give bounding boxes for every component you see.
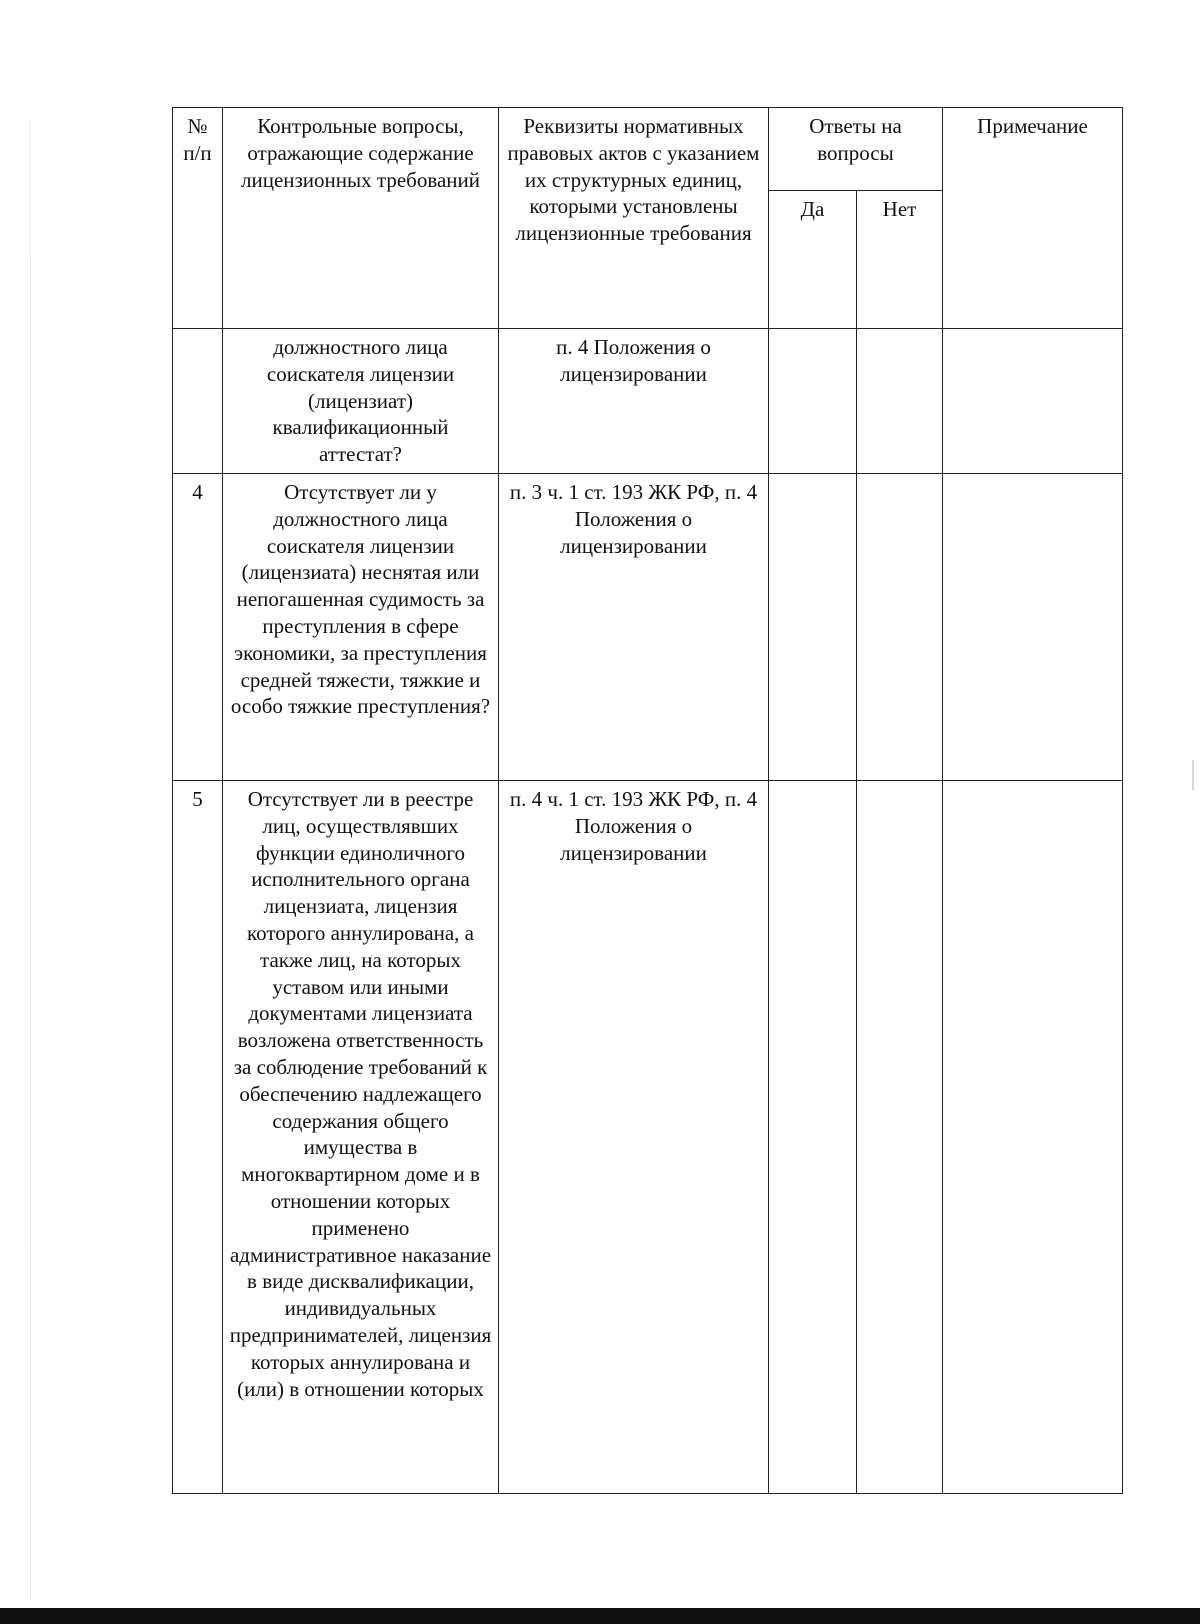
- header-answers: Ответы на вопросы: [769, 108, 943, 191]
- header-no: Нет: [857, 191, 943, 329]
- header-yes: Да: [769, 191, 857, 329]
- row-reference: п. 3 ч. 1 ст. 193 ЖК РФ, п. 4 Положения о лицензировании: [499, 474, 769, 781]
- scan-bottom-edge: [0, 1608, 1200, 1624]
- row-note-cell: [943, 474, 1123, 781]
- row-question: Отсутствует ли в реестре лиц, осуществлявших функции единоличного исполнительного органа лицензиата, лицензия которого аннулирована, а также лиц, на которых уставом или иными документами лицензиата возложена ответственность за соблюдение требований к обеспечению надлежащего содержания общего имущества в многоквартирном доме и в отношении которых применено административное наказание в виде дисквалификации, индивидуальных предпринимателей, лицензия которых аннулирована и (или) в отношении которых: [223, 781, 499, 1494]
- row-no-cell: [857, 329, 943, 474]
- header-reference: Реквизиты нормативных правовых актов с указанием их структурных единиц, которыми установлены лицензионные требования: [499, 108, 769, 329]
- row-num: 4: [173, 474, 223, 781]
- header-note: Примечание: [943, 108, 1123, 329]
- row-reference: п. 4 ч. 1 ст. 193 ЖК РФ, п. 4 Положения о лицензировании: [499, 781, 769, 1494]
- table-row: [173, 781, 1123, 1494]
- row-num: [173, 329, 223, 474]
- row-yes-cell: [769, 781, 857, 1494]
- row-no-cell: [857, 474, 943, 781]
- row-note-cell: [943, 329, 1123, 474]
- row-num: 5: [173, 781, 223, 1494]
- row-no-cell: [857, 781, 943, 1494]
- table-row: [173, 474, 1123, 781]
- header-row: [173, 108, 1123, 191]
- checklist-table: [172, 107, 1123, 1494]
- scan-margin-line: [30, 120, 31, 1600]
- row-question: Отсутствует ли у должностного лица соискателя лицензии (лицензиата) неснятая или непогашенная судимость за преступления в сфере экономики, за преступления средней тяжести, тяжкие и особо тяжкие преступления?: [223, 474, 499, 781]
- scan-artifact: [1192, 760, 1194, 790]
- row-note-cell: [943, 781, 1123, 1494]
- row-yes-cell: [769, 474, 857, 781]
- table-row: [173, 329, 1123, 474]
- row-yes-cell: [769, 329, 857, 474]
- row-reference: п. 4 Положения о лицензировании: [499, 329, 769, 474]
- header-num: № п/п: [173, 108, 223, 329]
- header-question: Контрольные вопросы, отражающие содержание лицензионных требований: [223, 108, 499, 329]
- row-question: должностного лица соискателя лицензии (лицензиат) квалификационный аттестат?: [223, 329, 499, 474]
